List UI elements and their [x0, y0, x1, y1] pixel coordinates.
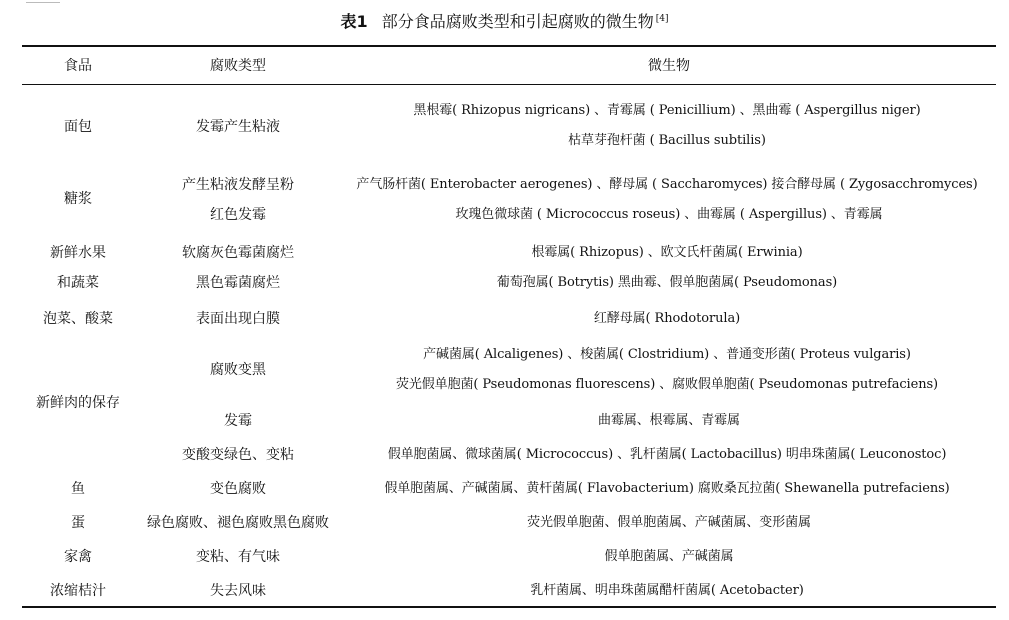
microorganism-cell: 荧光假单胞菌、假单胞菌属、产碱菌属、变形菌属	[527, 515, 811, 530]
food-cell: 浓缩桔汁	[50, 583, 106, 599]
table-title: 部分食品腐败类型和引起腐败的微生物	[381, 12, 654, 31]
header-food: 食品	[64, 58, 92, 74]
table-top-rule	[22, 45, 996, 47]
food-cell: 糖浆	[64, 191, 92, 207]
spoilage-type-cell: 软腐灰色霉菌腐烂	[182, 245, 294, 261]
spoilage-type-cell: 失去风味	[210, 583, 266, 599]
food-cell: 和蔬菜	[57, 275, 99, 291]
header-microorganism: 微生物	[648, 58, 690, 74]
microorganism-cell: 荧光假单胞菌( Pseudomonas fluorescens) 、腐败假单胞菌( Pseudomonas putrefaciens)	[395, 377, 939, 392]
header-spoilage-type: 腐败类型	[210, 58, 266, 74]
food-cell: 鱼	[71, 481, 85, 497]
food-cell: 新鲜水果	[50, 245, 106, 261]
microorganism-cell: 产气肠杆菌( Enterobacter aerogenes) 、酵母属 ( Saccharomyces) 接合酵母属 ( Zygosacchromyces)	[356, 177, 978, 192]
top-edge-mark	[26, 0, 60, 3]
microorganism-cell: 根霉属( Rhizopus) 、欧文氏杆菌属( Erwinia)	[531, 245, 803, 260]
microorganism-cell: 假单胞菌属、微球菌属( Micrococcus) 、乳杆菌属( Lactobacillus) 明串珠菌属( Leuconostoc)	[387, 447, 947, 462]
spoilage-type-cell: 红色发霉	[210, 207, 266, 223]
spoilage-type-cell: 黑色霉菌腐烂	[196, 275, 280, 291]
microorganism-cell: 假单胞菌属、产碱菌属、黄杆菌属( Flavobacterium) 腐败桑瓦拉菌( Shewanella putrefaciens)	[384, 481, 950, 496]
microorganism-cell: 葡萄孢属( Botrytis) 黑曲霉、假单胞菌属( Pseudomonas)	[496, 275, 838, 290]
food-cell: 新鲜肉的保存	[36, 395, 120, 411]
food-cell: 面包	[64, 119, 92, 135]
microorganism-cell: 假单胞菌属、产碱菌属	[604, 549, 734, 564]
microorganism-cell: 红酵母属( Rhodotorula)	[593, 311, 741, 326]
microorganism-cell: 枯草芽孢杆菌 ( Bacillus subtilis)	[568, 133, 766, 148]
spoilage-type-cell: 产生粘液发酵呈粉	[182, 177, 294, 193]
food-cell: 蛋	[71, 515, 85, 531]
table-number: 表1	[340, 12, 368, 31]
microorganism-cell: 乳杆菌属、明串珠菌属醋杆菌属( Acetobacter)	[530, 583, 804, 598]
spoilage-type-cell: 变酸变绿色、变粘	[182, 447, 294, 463]
spoilage-type-cell: 表面出现白膜	[196, 311, 280, 327]
spoilage-type-cell: 腐败变黑	[210, 362, 266, 378]
spoilage-type-cell: 发霉	[224, 413, 252, 429]
spoilage-type-cell: 绿色腐败、褪色腐败黑色腐败	[147, 515, 329, 531]
microorganism-cell: 曲霉属、根霉属、青霉属	[598, 413, 740, 428]
spoilage-type-cell: 变色腐败	[210, 481, 266, 497]
spoilage-type-cell: 变粘、有气味	[196, 549, 280, 565]
food-cell: 泡菜、酸菜	[43, 311, 113, 327]
food-cell: 家禽	[64, 549, 92, 565]
microorganism-cell: 产碱菌属( Alcaligenes) 、梭菌属( Clostridium) 、普通变形菌( Proteus vulgaris)	[423, 347, 911, 362]
table-reference: [4]	[655, 13, 669, 24]
table-bottom-rule	[22, 606, 996, 608]
table-header-rule	[22, 84, 996, 85]
table-caption	[0, 10, 1009, 34]
spoilage-type-cell: 发霉产生粘液	[196, 119, 280, 135]
microorganism-cell: 玫瑰色微球菌 ( Micrococcus roseus) 、曲霉属 ( Aspergillus) 、青霉属	[455, 207, 883, 222]
microorganism-cell: 黑根霉( Rhizopus nigricans) 、青霉属 ( Penicillium) 、黑曲霉 ( Aspergillus niger)	[413, 103, 921, 118]
